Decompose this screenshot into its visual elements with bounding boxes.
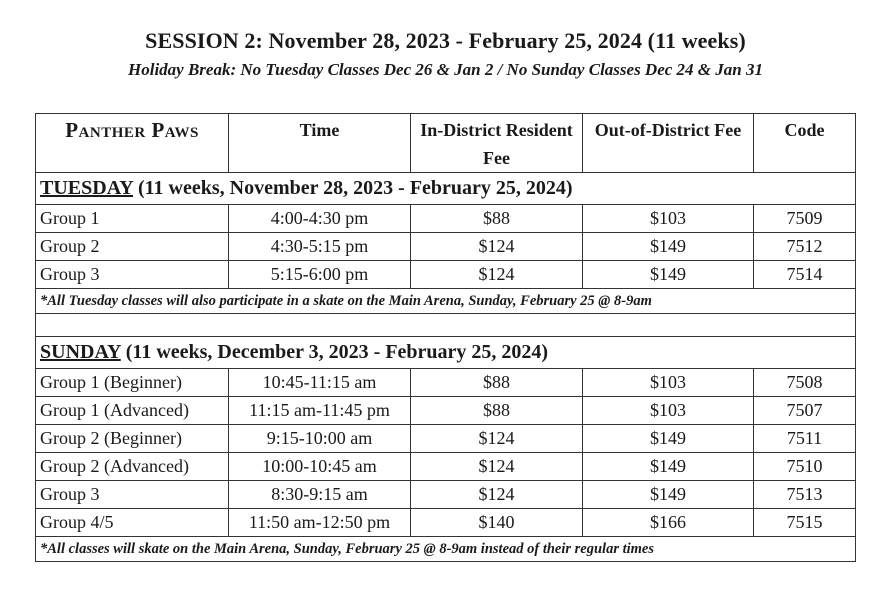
header-in-district-fee: In-District Resident Fee <box>411 114 583 173</box>
code-cell: 7509 <box>754 205 856 233</box>
time-cell: 11:50 am-12:50 pm <box>229 509 411 537</box>
time-cell: 10:45-11:15 am <box>229 369 411 397</box>
in-district-fee-cell: $124 <box>411 453 583 481</box>
code-cell: 7513 <box>754 481 856 509</box>
in-district-fee-cell: $88 <box>411 205 583 233</box>
code-cell: 7511 <box>754 425 856 453</box>
out-of-district-fee-cell: $149 <box>583 261 754 289</box>
group-cell: Group 4/5 <box>36 509 229 537</box>
out-of-district-fee-cell: $149 <box>583 481 754 509</box>
group-cell: Group 3 <box>36 481 229 509</box>
time-cell: 4:30-5:15 pm <box>229 233 411 261</box>
group-cell: Group 1 <box>36 205 229 233</box>
out-of-district-fee-cell: $149 <box>583 425 754 453</box>
table-row <box>36 233 856 261</box>
out-of-district-fee-cell: $149 <box>583 453 754 481</box>
tuesday-section-header <box>36 173 856 205</box>
in-district-fee-cell: $140 <box>411 509 583 537</box>
schedule-table <box>35 113 856 562</box>
sunday-section-header <box>36 337 856 369</box>
time-cell: 11:15 am-11:45 pm <box>229 397 411 425</box>
table-row <box>36 509 856 537</box>
code-cell: 7514 <box>754 261 856 289</box>
time-cell: 9:15-10:00 am <box>229 425 411 453</box>
table-row <box>36 397 856 425</box>
in-district-fee-cell: $124 <box>411 425 583 453</box>
header-program: Panther Paws <box>36 114 229 173</box>
in-district-fee-cell: $88 <box>411 369 583 397</box>
out-of-district-fee-cell: $103 <box>583 205 754 233</box>
out-of-district-fee-cell: $103 <box>583 397 754 425</box>
time-cell: 4:00-4:30 pm <box>229 205 411 233</box>
group-cell: Group 1 (Beginner) <box>36 369 229 397</box>
holiday-break-note: Holiday Break: No Tuesday Classes Dec 26 & Jan 2 / No Sunday Classes Dec 24 & Jan 31 <box>128 60 763 79</box>
tuesday-date-range: (11 weeks, November 28, 2023 - February 25, 2024) <box>133 177 573 199</box>
spacer-row <box>36 314 856 337</box>
out-of-district-fee-cell: $103 <box>583 369 754 397</box>
code-cell: 7510 <box>754 453 856 481</box>
table-row <box>36 261 856 289</box>
in-district-fee-cell: $124 <box>411 261 583 289</box>
table-row <box>36 205 856 233</box>
header-code: Code <box>754 114 856 173</box>
in-district-fee-cell: $88 <box>411 397 583 425</box>
table-row <box>36 481 856 509</box>
table-row <box>36 453 856 481</box>
code-cell: 7507 <box>754 397 856 425</box>
tuesday-note: *All Tuesday classes will also participate in a skate on the Main Arena, Sunday, February 25 @ 8-9am <box>36 289 856 314</box>
table-row <box>36 425 856 453</box>
group-cell: Group 1 (Advanced) <box>36 397 229 425</box>
in-district-fee-cell: $124 <box>411 481 583 509</box>
sunday-note-row <box>36 537 856 562</box>
in-district-fee-cell: $124 <box>411 233 583 261</box>
header-out-of-district-fee: Out-of-District Fee <box>583 114 754 173</box>
time-cell: 8:30-9:15 am <box>229 481 411 509</box>
code-cell: 7515 <box>754 509 856 537</box>
out-of-district-fee-cell: $149 <box>583 233 754 261</box>
tuesday-section-title <box>36 173 856 205</box>
spacer-cell <box>36 314 856 337</box>
time-cell: 10:00-10:45 am <box>229 453 411 481</box>
table-row <box>36 369 856 397</box>
page-title: SESSION 2: November 28, 2023 - February 25, 2024 (11 weeks) <box>145 28 746 53</box>
sunday-date-range: (11 weeks, December 3, 2023 - February 25, 2024) <box>120 341 549 363</box>
header-row <box>36 114 856 173</box>
header-time: Time <box>229 114 411 173</box>
group-cell: Group 3 <box>36 261 229 289</box>
group-cell: Group 2 (Advanced) <box>36 453 229 481</box>
sunday-day-label: SUNDAY <box>40 341 121 363</box>
sunday-note: *All classes will skate on the Main Arena, Sunday, February 25 @ 8-9am instead of their regular times <box>36 537 856 562</box>
code-cell: 7508 <box>754 369 856 397</box>
tuesday-day-label: TUESDAY <box>40 177 133 199</box>
out-of-district-fee-cell: $166 <box>583 509 754 537</box>
sunday-section-title <box>36 337 856 369</box>
tuesday-note-row <box>36 289 856 314</box>
group-cell: Group 2 <box>36 233 229 261</box>
code-cell: 7512 <box>754 233 856 261</box>
group-cell: Group 2 (Beginner) <box>36 425 229 453</box>
time-cell: 5:15-6:00 pm <box>229 261 411 289</box>
